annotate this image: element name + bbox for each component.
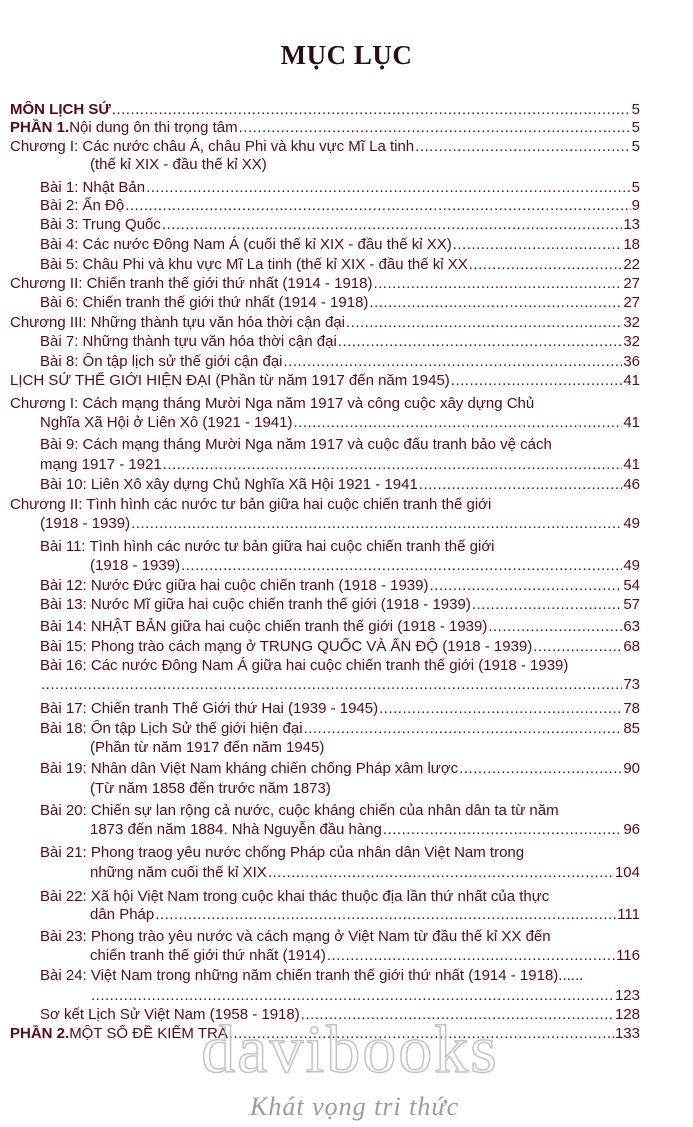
toc-entry [10, 496, 491, 514]
dot-leader [369, 294, 622, 312]
dot-leader [472, 596, 623, 614]
toc-entry [40, 676, 640, 694]
toc-page-number: 54 [623, 577, 640, 594]
toc-entry-text: Bài 17: Chiến tranh Thế Giới thứ Hai (1939 - 1945) [40, 700, 379, 717]
toc-page-number: 73 [623, 676, 640, 693]
toc-entry [40, 802, 559, 820]
toc-entry-text: Bài 5: Châu Phi và khu vực Mĩ La tinh (thế kỉ XIX - đầu thế kỉ XX [40, 256, 468, 273]
toc-entry-text: LỊCH SỬ THẾ GIỚI HIỆN ĐẠI (Phần từ năm 1917 đến năm 1945) [10, 372, 450, 389]
dot-leader [239, 119, 631, 137]
toc-entry-text: Bài 7: Những thành tựu văn hóa thời cận đại [40, 333, 337, 350]
toc-entry [40, 179, 640, 197]
dot-leader [430, 577, 623, 595]
dot-leader [419, 476, 623, 494]
toc-entry [40, 538, 495, 556]
toc-page-number: 49 [623, 557, 640, 574]
dot-leader [459, 760, 622, 778]
toc-entry [10, 395, 534, 413]
toc-entry [40, 236, 640, 254]
toc-entry [40, 216, 640, 234]
dot-leader [91, 987, 614, 1005]
dot-leader [131, 515, 622, 533]
toc-page-number: 85 [623, 720, 640, 737]
toc-entry [10, 119, 640, 137]
toc-entry-text: (Từ năm 1858 đến trước năm 1873) [90, 780, 331, 797]
toc-entry [90, 864, 640, 882]
toc-page-number: 41 [623, 456, 640, 473]
toc-entry-text: Chương III: Những thành tựu văn hóa thời cận đại [10, 314, 345, 331]
toc-entry [10, 101, 640, 119]
toc-entry-text: Bài 21: Phong traog yêu nước chống Pháp của nhân dân Việt Nam trong [40, 844, 525, 861]
toc-entry [90, 739, 324, 757]
toc-page-number: 116 [616, 947, 640, 964]
toc-page-number: 32 [623, 333, 640, 350]
toc-page-number: 5 [631, 138, 640, 155]
toc-entry-text: Bài 23: Phong trào yêu nước và cách mạng ở Việt Nam từ đầu thế kỉ XX đến [40, 928, 551, 945]
toc-page-number: 18 [623, 236, 640, 253]
toc-entry-text: Bài 3: Trung Quốc [40, 216, 161, 233]
dot-leader [284, 353, 623, 371]
toc-entry [10, 372, 640, 390]
toc-entry-text: MỘT SỐ ĐỀ KIỂM TRA [69, 1025, 228, 1042]
dot-leader [383, 821, 622, 839]
toc-page-number: 96 [623, 821, 640, 838]
toc-part-label: PHẦN 2. [10, 1025, 70, 1042]
page-title: MỤC LỤC [280, 40, 413, 70]
watermark-logo: davibooks [201, 1011, 499, 1087]
toc-entry-text: (thế kỉ XIX - đầu thế kỉ XX) [90, 156, 267, 173]
toc-entry [40, 700, 640, 718]
toc-entry-text: Chương I: Các nước châu Á, châu Phi và khu vực Mĩ La tinh [10, 138, 415, 155]
dot-leader [125, 197, 630, 215]
toc-entry [40, 436, 552, 454]
toc-page-number: 41 [623, 372, 640, 389]
toc-page-number: 133 [614, 1025, 640, 1042]
toc-entry [90, 821, 640, 839]
toc-entry-text: Bài 9: Cách mạng tháng Mười Nga năm 1917 và cuộc đấu tranh bảo vệ cách [40, 436, 552, 453]
toc-entry [10, 275, 640, 293]
dot-leader [451, 372, 623, 390]
toc-entry [40, 256, 640, 274]
toc-entry-text: mạng 1917 - 1921 [40, 456, 162, 473]
dot-leader [415, 138, 631, 156]
dot-leader [294, 414, 623, 432]
toc-page-number: 46 [623, 476, 640, 493]
toc-entry [40, 353, 640, 371]
toc-entry [40, 657, 568, 675]
toc-page-number: 13 [623, 216, 640, 233]
toc-entry [40, 476, 640, 494]
dot-leader [373, 275, 622, 293]
toc-entry-text: Nghĩa Xã Hội ở Liên Xô (1921 - 1941) [40, 414, 293, 431]
toc-entry-text: Chương II: Tình hình các nước tư bản giữa hai cuộc chiến tranh thế giới [10, 496, 492, 513]
toc-page-number: 111 [617, 906, 640, 923]
toc-entry [40, 844, 524, 862]
toc-entry-text: Bài 1: Nhật Bản [40, 179, 146, 196]
toc-entry [40, 414, 640, 432]
toc-entry [90, 947, 640, 965]
toc-entry-text: dân Pháp [90, 906, 155, 923]
toc-page-number: 22 [623, 256, 640, 273]
toc-entry-text: những năm cuối thế kỉ XIX [90, 864, 267, 881]
toc-entry [90, 987, 640, 1005]
toc-page-number: 27 [623, 294, 640, 311]
toc-entry-text: Bài 10: Liên Xô xây dựng Chủ Nghĩa Xã Hội 1921 - 1941 [40, 476, 418, 493]
dot-leader [162, 216, 622, 234]
toc-page-number: 32 [623, 314, 640, 331]
toc-entry [90, 156, 267, 174]
toc-entry [10, 138, 640, 156]
toc-entry-text: (Phần từ năm 1917 đến năm 1945) [90, 739, 325, 756]
toc-entry [40, 638, 640, 656]
toc-entry-text: Bài 2: Ấn Độ [40, 197, 125, 214]
toc-page-number: 5 [631, 119, 640, 136]
toc-entry [40, 967, 583, 985]
toc-entry [40, 596, 640, 614]
toc-page-number: 49 [623, 515, 640, 532]
dot-leader [268, 864, 614, 882]
toc-entry-text: MÔN LỊCH SỬ [10, 101, 111, 118]
toc-entry [40, 760, 640, 778]
toc-entry [40, 577, 640, 595]
toc-entry [90, 780, 331, 798]
dot-leader [533, 638, 622, 656]
toc-entry-text: Bài 18: Ôn tập Lịch Sử thế giới hiện đại [40, 720, 303, 737]
dot-leader [488, 618, 622, 636]
dot-leader [338, 333, 623, 351]
toc-page-number: 104 [614, 864, 640, 881]
toc-entry-text: Sơ kết Lịch Sử Việt Nam (1958 - 1918) [40, 1006, 300, 1023]
dot-leader [327, 947, 615, 965]
dot-leader [155, 906, 616, 924]
toc-entry-text: Bài 8: Ôn tập lịch sử thế giới cận đại [40, 353, 283, 370]
toc-entry [40, 928, 551, 946]
watermark-tagline: Khát vọng tri thức [250, 1092, 460, 1121]
toc-page-number: 36 [623, 353, 640, 370]
toc-page-number: 9 [631, 197, 640, 214]
toc-entry-text: Nội dung ôn thi trọng tâm [69, 119, 238, 136]
toc-page-number: 57 [623, 596, 640, 613]
toc-entry [90, 557, 640, 575]
toc-page-number: 90 [623, 760, 640, 777]
toc-entry-text: Bài 6: Chiến tranh thế giới thứ nhất (1914 - 1918) [40, 294, 369, 311]
toc-entry-text: Bài 11: Tình hình các nước tư bản giữa hai cuộc chiến tranh thế giới [40, 538, 495, 555]
toc-entry-text: (1918 - 1939) [90, 557, 181, 574]
toc-page-number: 128 [614, 1006, 640, 1023]
dot-leader [181, 557, 622, 575]
dot-leader [41, 676, 622, 694]
dot-leader [469, 256, 623, 274]
toc-entry-text: Bài 4: Các nước Đông Nam Á (cuối thế kỉ XIX - đầu thế kỉ XX) [40, 236, 452, 253]
toc-entry [40, 515, 640, 533]
toc-part-label: PHẦN 1. [10, 119, 70, 136]
toc-entry-text: chiến tranh thế giới thứ nhất (1914) [90, 947, 326, 964]
toc-entry [40, 294, 640, 312]
toc-entry-text: 1873 đến năm 1884. Nhà Nguyễn đầu hàng [90, 821, 382, 838]
dot-leader [453, 236, 623, 254]
toc-entry [40, 618, 640, 636]
toc-page-number: 78 [623, 700, 640, 717]
dot-leader [304, 720, 623, 738]
toc-entry [40, 197, 640, 215]
toc-entry-text: Chương II: Chiến tranh thế giới thứ nhất (1914 - 1918) [10, 275, 373, 292]
toc-page-number: 123 [614, 987, 640, 1004]
toc-page-number: 5 [631, 179, 640, 196]
toc-entry-text: Bài 13: Nước Mĩ giữa hai cuộc chiến tranh thế giới (1918 - 1939) [40, 596, 471, 613]
toc-entry-text: Bài 12: Nước Đức giữa hai cuộc chiến tranh (1918 - 1939) [40, 577, 429, 594]
toc-page-number: 5 [631, 101, 640, 118]
toc-entry-text: Bài 16: Các nước Đông Nam Á giữa hai cuộc chiến tranh thế giới (1918 - 1939) [40, 657, 569, 674]
toc-entry-text: Bài 15: Phong trào cách mạng ở TRUNG QUỐC VÀ ẤN ĐỘ (1918 - 1939) [40, 638, 533, 655]
toc-entry [40, 456, 640, 474]
dot-leader [112, 101, 631, 119]
toc-entry-text: Bài 22: Xã hội Việt Nam trong cuộc khai thác thuộc địa lần thứ nhất của thực [40, 888, 550, 905]
toc-entry-text: (1918 - 1939) [40, 515, 131, 532]
toc-entry-text: Chương I: Cách mạng tháng Mười Nga năm 1917 và công cuộc xây dựng Chủ [10, 395, 535, 412]
toc-entry [40, 720, 640, 738]
toc-entry-text: Bài 20: Chiến sự lan rộng cả nước, cuộc kháng chiến của nhân dân ta từ năm [40, 802, 559, 819]
dot-leader [346, 314, 622, 332]
toc-page-number: 41 [623, 414, 640, 431]
dot-leader [146, 179, 631, 197]
toc-entry [10, 314, 640, 332]
toc-entry [40, 888, 549, 906]
toc-page-number: 27 [623, 275, 640, 292]
toc-page-number: 68 [623, 638, 640, 655]
toc-entry-text: Bài 24: Việt Nam trong những năm chiến tranh thế giới thứ nhất (1914 - 1918)...... [40, 967, 584, 984]
toc-entry-text: Bài 19: Nhân dân Việt Nam kháng chiến chống Pháp xâm lược [40, 760, 459, 777]
toc-entry-text: Bài 14: NHẬT BẢN giữa hai cuộc chiến tranh thế giới (1918 - 1939) [40, 618, 488, 635]
dot-leader [379, 700, 622, 718]
toc-entry [40, 333, 640, 351]
toc-entry [90, 906, 640, 924]
dot-leader [163, 456, 623, 474]
toc-page-number: 63 [623, 618, 640, 635]
